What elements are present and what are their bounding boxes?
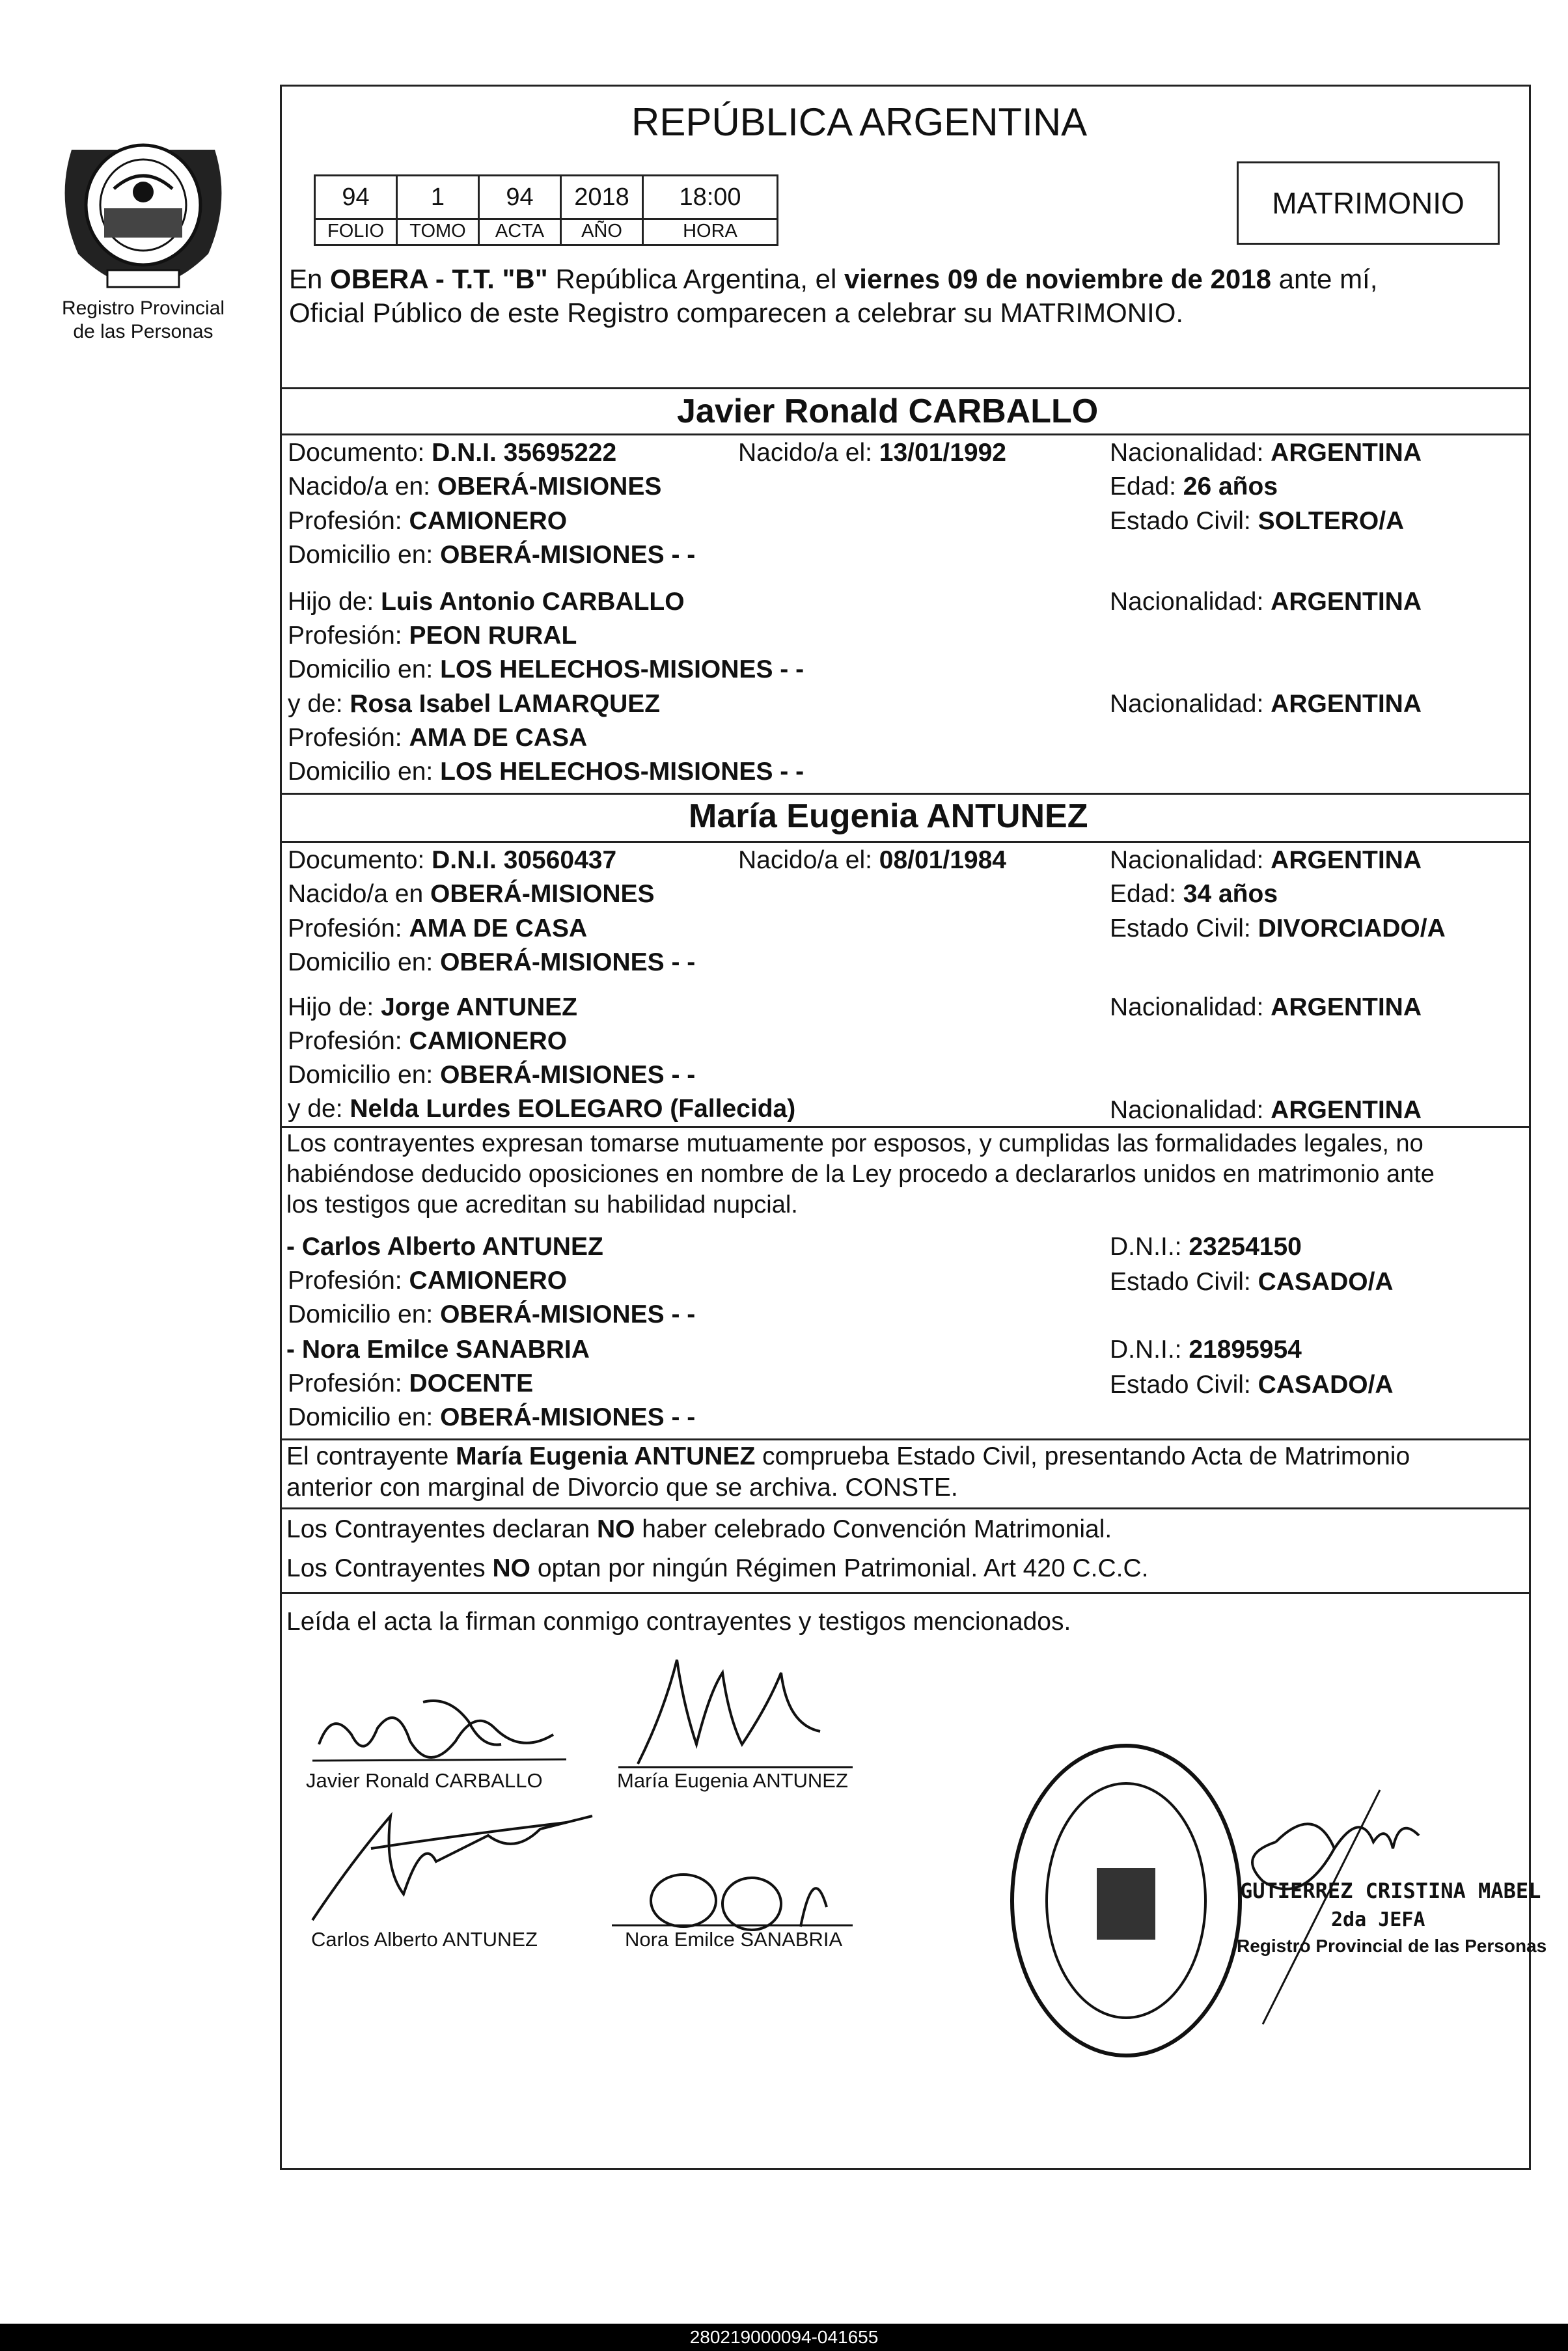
groom-father: Hijo de: Luis Antonio CARBALLO <box>288 588 685 616</box>
signature-bride <box>612 1647 859 1777</box>
logo-caption-line1: Registro Provincial <box>61 297 225 319</box>
bride-domicile: Domicilio en: OBERÁ-MISIONES - - <box>288 948 696 976</box>
witness1-profession: Profesión: CAMIONERO <box>288 1267 568 1295</box>
tomo-value: 1 <box>396 174 480 220</box>
witness1-domicile: Domicilio en: OBERÁ-MISIONES - - <box>288 1300 696 1328</box>
folio-label: FOLIO <box>314 220 398 246</box>
hour-label: HORA <box>642 220 778 246</box>
bride-father-domicile: Domicilio en: OBERÁ-MISIONES - - <box>288 1061 696 1089</box>
year-label: AÑO <box>560 220 644 246</box>
divider <box>280 433 1531 435</box>
bride-civil-status: Estado Civil: DIVORCIADO/A <box>1110 914 1446 942</box>
official-organization: Registro Provincial de las Personas <box>1237 1936 1547 1956</box>
groom-father-domicile: Domicilio en: LOS HELECHOS-MISIONES - - <box>288 655 805 683</box>
groom-profession: Profesión: CAMIONERO <box>288 507 568 535</box>
groom-mother-domicile: Domicilio en: LOS HELECHOS-MISIONES - - <box>288 758 805 786</box>
intro-text: ante mí, <box>1271 264 1378 294</box>
intro-text: En <box>289 264 331 294</box>
intro-text: República Argentina, el <box>547 264 844 294</box>
official-title: 2da JEFA <box>1331 1908 1425 1931</box>
groom-born-on: Nacido/a el: 13/01/1992 <box>738 439 1006 467</box>
bride-mother-nationality: Nacionalidad: ARGENTINA <box>1110 1096 1422 1124</box>
groom-father-profession: Profesión: PEON RURAL <box>288 622 577 650</box>
province-logo <box>52 124 234 293</box>
intro-place: OBERA - T.T. "B" <box>330 264 548 294</box>
witness1-name: - Carlos Alberto ANTUNEZ <box>286 1233 603 1261</box>
intro-line1 <box>289 264 1377 295</box>
divider <box>280 387 1531 389</box>
doc-type-box <box>1237 161 1500 245</box>
bride-father-nationality: Nacionalidad: ARGENTINA <box>1110 993 1422 1021</box>
declaration-line1: Los contrayentes expresan tomarse mutuamente por esposos, y cumplidas las formalidades legales, no <box>286 1130 1424 1157</box>
convention-line2: Los Contrayentes NO optan por ningún Régimen Patrimonial. Art 420 C.C.C. <box>286 1554 1149 1582</box>
groom-civil-status: Estado Civil: SOLTERO/A <box>1110 507 1405 535</box>
acta-label: ACTA <box>478 220 562 246</box>
bride-father: Hijo de: Jorge ANTUNEZ <box>288 993 577 1021</box>
logo-caption-line2: de las Personas <box>73 321 213 342</box>
signature-groom <box>306 1683 579 1780</box>
groom-mother-profession: Profesión: AMA DE CASA <box>288 724 588 752</box>
bride-profession: Profesión: AMA DE CASA <box>288 914 588 942</box>
divider <box>280 793 1531 795</box>
hour-value: 18:00 <box>642 174 778 220</box>
signature-witness1 <box>293 1796 605 1927</box>
groom-nationality: Nacionalidad: ARGENTINA <box>1110 439 1422 467</box>
signature-label-groom: Javier Ronald CARBALLO <box>306 1769 543 1792</box>
groom-domicile: Domicilio en: OBERÁ-MISIONES - - <box>288 541 696 569</box>
doc-type: MATRIMONIO <box>1272 186 1465 220</box>
bride-age: Edad: 34 años <box>1110 880 1278 908</box>
country-title: REPÚBLICA ARGENTINA <box>631 100 1088 144</box>
civil-status-note-line1: El contrayente María Eugenia ANTUNEZ comprueba Estado Civil, presentando Acta de Matrimonio <box>286 1442 1410 1470</box>
tomo-label: TOMO <box>396 220 480 246</box>
divider <box>280 1592 1531 1594</box>
bride-born-in: Nacido/a en OBERÁ-MISIONES <box>288 880 655 908</box>
civil-status-note-line2: anterior con marginal de Divorcio que se archiva. CONSTE. <box>286 1474 958 1502</box>
official-seal <box>1006 1738 1246 2063</box>
groom-born-in: Nacido/a en: OBERÁ-MISIONES <box>288 473 662 501</box>
bride-name: María Eugenia ANTUNEZ <box>689 797 1088 835</box>
folio-value: 94 <box>314 174 398 220</box>
groom-doc: Documento: D.N.I. 35695222 <box>288 439 617 467</box>
signature-label-witness2: Nora Emilce SANABRIA <box>625 1928 843 1951</box>
official-name: GUTIERREZ CRISTINA MABEL <box>1240 1878 1541 1903</box>
signature-label-bride: María Eugenia ANTUNEZ <box>617 1769 848 1792</box>
groom-mother: y de: Rosa Isabel LAMARQUEZ <box>288 690 661 718</box>
groom-name: Javier Ronald CARBALLO <box>677 392 1099 430</box>
groom-age: Edad: 26 años <box>1110 473 1278 501</box>
bride-nationality: Nacionalidad: ARGENTINA <box>1110 846 1422 874</box>
bride-doc: Documento: D.N.I. 30560437 <box>288 846 617 874</box>
convention-line1: Los Contrayentes declaran NO haber celebrado Convención Matrimonial. <box>286 1515 1112 1543</box>
divider <box>280 841 1531 843</box>
signature-witness2 <box>605 1849 866 1979</box>
divider <box>280 1507 1531 1509</box>
closing-text: Leída el acta la firman conmigo contrayentes y testigos mencionados. <box>286 1608 1071 1636</box>
document-barcode-number: 280219000094-041655 <box>0 2324 1568 2351</box>
bride-mother: y de: Nelda Lurdes EOLEGARO (Fallecida) <box>288 1095 796 1123</box>
witness1-civil-status: Estado Civil: CASADO/A <box>1110 1268 1394 1296</box>
divider <box>280 1438 1531 1440</box>
declaration-line2: habiéndose deducido oposiciones en nombre de la Ley procedo a declararlos unidos en matrimonio ante <box>286 1161 1435 1188</box>
witness2-dni: D.N.I.: 21895954 <box>1110 1336 1302 1364</box>
witness2-civil-status: Estado Civil: CASADO/A <box>1110 1371 1394 1399</box>
witness2-profession: Profesión: DOCENTE <box>288 1369 534 1397</box>
groom-mother-nationality: Nacionalidad: ARGENTINA <box>1110 690 1422 718</box>
bride-born-on: Nacido/a el: 08/01/1984 <box>738 846 1006 874</box>
witness1-dni: D.N.I.: 23254150 <box>1110 1233 1302 1261</box>
acta-value: 94 <box>478 174 562 220</box>
intro-date: viernes 09 de noviembre de 2018 <box>844 264 1271 294</box>
declaration-line3: los testigos que acreditan su habilidad nupcial. <box>286 1191 798 1218</box>
groom-father-nationality: Nacionalidad: ARGENTINA <box>1110 588 1422 616</box>
bride-father-profession: Profesión: CAMIONERO <box>288 1027 568 1055</box>
intro-line2: Oficial Público de este Registro comparecen a celebrar su MATRIMONIO. <box>289 297 1184 328</box>
signature-label-witness1: Carlos Alberto ANTUNEZ <box>311 1928 538 1951</box>
witness2-name: - Nora Emilce SANABRIA <box>286 1336 590 1364</box>
signature-official <box>1224 1777 1484 2037</box>
year-value: 2018 <box>560 174 644 220</box>
witness2-domicile: Domicilio en: OBERÁ-MISIONES - - <box>288 1403 696 1431</box>
